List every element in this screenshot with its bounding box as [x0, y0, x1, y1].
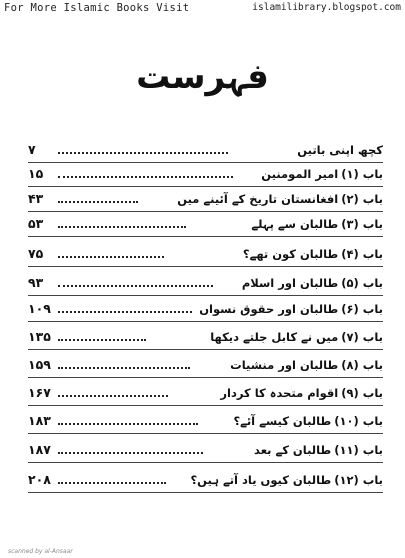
toc-divider	[28, 349, 383, 350]
toc-page-number: ۱۳۵	[28, 329, 51, 344]
toc-chapter-title: طالبان اور اسلام	[241, 276, 339, 290]
toc-leader-dots	[58, 201, 138, 203]
toc-leader-dots	[58, 395, 168, 397]
toc-divider	[28, 295, 383, 296]
toc-entry[interactable]	[28, 470, 383, 490]
toc-page-number: ۱۸۳	[28, 413, 51, 428]
toc-entry-text	[220, 383, 383, 403]
toc-leader-dots	[58, 226, 186, 228]
toc-chapter-label: باب (۱۱)	[334, 443, 383, 457]
header-right-url[interactable]: islamilibrary.blogspot.com	[252, 2, 401, 13]
toc-chapter-label: باب (۸)	[341, 358, 383, 372]
toc-chapter-label: باب (۵)	[341, 276, 383, 290]
toc-chapter-title: میں نے کابل جلتے دیکھا	[210, 330, 339, 344]
toc-divider	[28, 492, 383, 493]
toc-leader-dots	[58, 482, 166, 484]
toc-chapter-title: طالبان کیوں یاد آتے ہیں؟	[190, 473, 332, 487]
toc-divider	[28, 162, 383, 163]
toc-chapter-title: طالبان اور حقوق نسواں	[199, 302, 339, 316]
toc-leader-dots	[58, 423, 198, 425]
toc-entry[interactable]	[28, 355, 383, 375]
toc-divider	[28, 266, 383, 267]
toc-leader-dots	[58, 256, 164, 258]
toc-chapter-title: طالبان اور منشیات	[230, 358, 339, 372]
toc-chapter-label: باب (۶)	[341, 302, 383, 316]
toc-entry-text	[251, 214, 383, 234]
toc-entry-text	[233, 411, 383, 431]
toc-page-number: ۱۵۹	[28, 357, 51, 372]
toc-chapter-label: باب (۱۲)	[334, 473, 383, 487]
toc-chapter-label: باب (۱)	[341, 167, 383, 181]
toc-leader-dots	[58, 452, 203, 454]
toc-leader-dots	[58, 311, 192, 313]
toc-chapter-label: باب (۱۰)	[334, 414, 383, 428]
toc-entry[interactable]	[28, 164, 383, 184]
toc-divider	[28, 405, 383, 406]
header-left-text: For More Islamic Books Visit	[4, 2, 190, 14]
toc-entry-text	[191, 470, 383, 490]
toc-page-number: ۱۶۷	[28, 385, 51, 400]
toc-page-number: ۵۳	[28, 216, 44, 231]
toc-chapter-label: باب (۹)	[341, 386, 383, 400]
toc-entry[interactable]	[28, 299, 383, 319]
toc-chapter-title: طالبان کیسے آئے؟	[233, 414, 332, 428]
toc-chapter-title: طالبان کون تھے؟	[242, 247, 339, 261]
toc-entry[interactable]	[28, 383, 383, 403]
toc-page-number: ۹۳	[28, 275, 44, 290]
toc-leader-dots	[58, 176, 233, 178]
toc-divider	[28, 211, 383, 212]
toc-entry-text	[177, 189, 383, 209]
page-title: فہرست	[136, 57, 269, 97]
toc-chapter-label: باب (۲)	[341, 192, 383, 206]
toc-entry-text	[230, 355, 383, 375]
toc-entry-text	[261, 164, 383, 184]
toc-entry[interactable]	[28, 327, 383, 347]
toc-entry[interactable]	[28, 411, 383, 431]
toc-chapter-title: کچھ اپنی باتیں	[297, 143, 383, 157]
toc-page-number: ۷۵	[28, 246, 44, 261]
toc-leader-dots	[58, 152, 228, 154]
toc-entry[interactable]	[28, 189, 383, 209]
toc-chapter-label: باب (۴)	[341, 247, 383, 261]
toc-page-number: ۴۳	[28, 191, 44, 206]
toc-chapter-title: امیر المومنین	[261, 167, 339, 181]
toc-page-number: ۱۵	[28, 166, 44, 181]
toc-divider	[28, 186, 383, 187]
toc-divider	[28, 236, 383, 237]
toc-leader-dots	[58, 339, 146, 341]
toc-entry[interactable]	[28, 273, 383, 293]
toc-leader-dots	[58, 285, 213, 287]
toc-divider	[28, 377, 383, 378]
toc-page-number: ۷	[28, 142, 36, 157]
toc-entry[interactable]	[28, 440, 383, 460]
toc-entry[interactable]	[28, 244, 383, 264]
toc-entry-text	[243, 244, 383, 264]
toc-page-number: ۱۰۹	[28, 301, 51, 316]
toc-chapter-title: طالبان کے بعد	[254, 443, 332, 457]
toc-chapter-label: باب (۷)	[341, 330, 383, 344]
toc-chapter-title: افغانستان تاریخ کے آئینے میں	[177, 192, 339, 206]
toc-page-number: ۱۸۷	[28, 442, 51, 457]
toc-entry[interactable]	[28, 140, 383, 160]
toc-entry[interactable]	[28, 214, 383, 234]
toc-page-number: ۲۰۸	[28, 472, 51, 487]
toc-chapter-title: اقوام متحدہ کا کردار	[220, 386, 339, 400]
toc-chapter-label: باب (۳)	[341, 217, 383, 231]
toc-divider	[28, 462, 383, 463]
toc-chapter-title: طالبان سے پہلے	[251, 217, 339, 231]
toc-entry-text	[199, 299, 383, 319]
toc-divider	[28, 433, 383, 434]
toc-entry-text	[297, 140, 383, 160]
scan-credit: scanned by al-Ansaar	[8, 548, 73, 555]
toc-divider	[28, 321, 383, 322]
toc-entry-text	[254, 440, 383, 460]
toc-leader-dots	[58, 367, 190, 369]
toc-entry-text	[242, 273, 383, 293]
toc-entry-text	[210, 327, 383, 347]
